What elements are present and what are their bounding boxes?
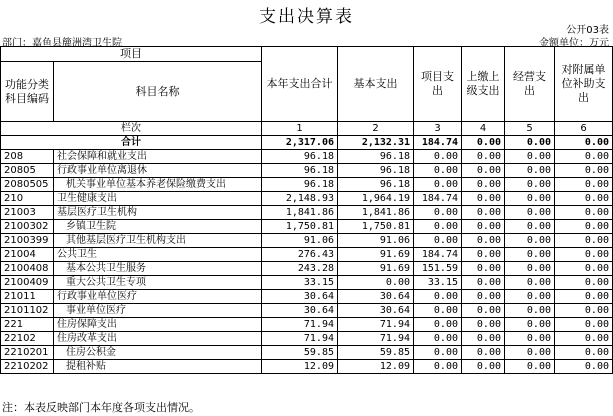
row-value: 91.06	[338, 234, 414, 248]
row-value: 0.00	[555, 220, 613, 234]
row-code: 2100409	[1, 276, 54, 290]
header-total: 本年支出合计	[262, 47, 338, 122]
row-value: 33.15	[414, 276, 462, 290]
row-value: 33.15	[262, 276, 338, 290]
row-value: 0.00	[462, 178, 505, 192]
total-value: 0.00	[555, 136, 613, 150]
table-row	[1, 192, 613, 206]
col-num: 5	[505, 122, 555, 136]
row-code: 20805	[1, 164, 54, 178]
table-row	[1, 346, 613, 360]
row-value: 0.00	[555, 276, 613, 290]
row-name: 提租补贴	[54, 360, 262, 374]
row-value: 0.00	[505, 276, 555, 290]
table-row	[1, 332, 613, 346]
row-value: 1,964.19	[338, 192, 414, 206]
header-business: 经营支出	[505, 47, 555, 122]
row-value: 0.00	[505, 318, 555, 332]
row-name: 住房改革支出	[54, 332, 262, 346]
row-value: 0.00	[555, 332, 613, 346]
row-value: 0.00	[505, 290, 555, 304]
row-value: 0.00	[414, 178, 462, 192]
row-value: 0.00	[462, 332, 505, 346]
row-value: 12.09	[262, 360, 338, 374]
row-value: 2,148.93	[262, 192, 338, 206]
row-code: 2101102	[1, 304, 54, 318]
total-row	[1, 136, 613, 150]
row-value: 0.00	[555, 150, 613, 164]
row-name: 行政事业单位离退休	[54, 164, 262, 178]
row-value: 12.09	[338, 360, 414, 374]
column-label: 栏次	[1, 122, 262, 136]
total-value: 2,132.31	[338, 136, 414, 150]
row-value: 0.00	[462, 206, 505, 220]
table-row	[1, 150, 613, 164]
row-code: 2100399	[1, 234, 54, 248]
col-num: 3	[414, 122, 462, 136]
header-basic: 基本支出	[338, 47, 414, 122]
row-value: 0.00	[505, 304, 555, 318]
row-code: 221	[1, 318, 54, 332]
row-value: 0.00	[505, 192, 555, 206]
row-value: 0.00	[414, 150, 462, 164]
row-name: 基层医疗卫生机构	[54, 206, 262, 220]
header-item: 项目	[1, 47, 262, 62]
row-value: 0.00	[555, 178, 613, 192]
table-row	[1, 220, 613, 234]
row-value: 96.18	[338, 150, 414, 164]
row-value: 0.00	[414, 304, 462, 318]
row-name: 住房保障支出	[54, 318, 262, 332]
row-code: 2210201	[1, 346, 54, 360]
col-num: 4	[462, 122, 505, 136]
table-row	[1, 234, 613, 248]
row-value: 0.00	[555, 262, 613, 276]
col-num: 1	[262, 122, 338, 136]
row-name: 机关事业单位基本养老保险缴费支出	[54, 178, 262, 192]
row-value: 0.00	[505, 248, 555, 262]
row-value: 0.00	[462, 360, 505, 374]
row-value: 96.18	[262, 150, 338, 164]
row-value: 184.74	[414, 192, 462, 206]
row-code: 22102	[1, 332, 54, 346]
table-row	[1, 262, 613, 276]
row-value: 0.00	[462, 262, 505, 276]
header-code: 功能分类科目编码	[1, 62, 54, 122]
row-value: 0.00	[414, 360, 462, 374]
header-name: 科目名称	[54, 62, 262, 122]
row-name: 乡镇卫生院	[54, 220, 262, 234]
row-value: 0.00	[505, 262, 555, 276]
row-value: 0.00	[462, 220, 505, 234]
row-name: 行政事业单位医疗	[54, 290, 262, 304]
row-code: 210	[1, 192, 54, 206]
row-code: 2080505	[1, 178, 54, 192]
row-code: 21011	[1, 290, 54, 304]
row-value: 0.00	[505, 164, 555, 178]
row-value: 0.00	[505, 360, 555, 374]
row-value: 0.00	[414, 318, 462, 332]
row-value: 0.00	[462, 234, 505, 248]
row-value: 1,841.86	[262, 206, 338, 220]
row-code: 2210202	[1, 360, 54, 374]
row-value: 0.00	[462, 276, 505, 290]
row-code: 2100408	[1, 262, 54, 276]
row-value: 96.18	[262, 178, 338, 192]
row-value: 0.00	[505, 178, 555, 192]
table-row	[1, 290, 613, 304]
row-code: 208	[1, 150, 54, 164]
row-value: 0.00	[555, 290, 613, 304]
row-value: 0.00	[505, 206, 555, 220]
row-value: 96.18	[262, 164, 338, 178]
page-title: 支出决算表	[259, 7, 354, 27]
department-label: 部门：嘉鱼县簰洲湾卫生院	[2, 38, 122, 49]
row-value: 0.00	[414, 220, 462, 234]
header-project: 项目支出	[414, 47, 462, 122]
row-name: 事业单位医疗	[54, 304, 262, 318]
row-name: 社会保障和就业支出	[54, 150, 262, 164]
row-value: 0.00	[462, 164, 505, 178]
row-value: 0.00	[505, 346, 555, 360]
row-value: 0.00	[555, 346, 613, 360]
table-row	[1, 304, 613, 318]
total-label: 合计	[1, 136, 262, 150]
row-value: 0.00	[462, 150, 505, 164]
row-value: 0.00	[414, 290, 462, 304]
row-name: 基本公共卫生服务	[54, 262, 262, 276]
table-row	[1, 248, 613, 262]
row-code: 21003	[1, 206, 54, 220]
unit-label: 金额单位：万元	[539, 38, 609, 49]
row-value: 71.94	[262, 318, 338, 332]
row-value: 0.00	[505, 234, 555, 248]
row-value: 91.06	[262, 234, 338, 248]
table-row	[1, 164, 613, 178]
row-value: 0.00	[414, 164, 462, 178]
row-name: 卫生健康支出	[54, 192, 262, 206]
row-value: 1,750.81	[338, 220, 414, 234]
row-name: 其他基层医疗卫生机构支出	[54, 234, 262, 248]
row-value: 96.18	[338, 164, 414, 178]
row-value: 184.74	[414, 248, 462, 262]
row-value: 0.00	[555, 360, 613, 374]
row-value: 71.94	[262, 332, 338, 346]
row-value: 0.00	[505, 150, 555, 164]
row-value: 0.00	[462, 318, 505, 332]
row-value: 0.00	[555, 164, 613, 178]
row-value: 0.00	[555, 318, 613, 332]
row-value: 91.69	[338, 262, 414, 276]
row-name: 住房公积金	[54, 346, 262, 360]
row-value: 0.00	[462, 290, 505, 304]
footnote: 注：本表反映部门本年度各项支出情况。	[2, 401, 200, 414]
row-value: 243.28	[262, 262, 338, 276]
row-value: 0.00	[414, 332, 462, 346]
row-value: 0.00	[462, 346, 505, 360]
col-num: 6	[555, 122, 613, 136]
form-code: 公开03表	[566, 25, 609, 36]
row-value: 91.69	[338, 248, 414, 262]
col-num: 2	[338, 122, 414, 136]
table-row	[1, 178, 613, 192]
row-value: 0.00	[555, 304, 613, 318]
row-value: 0.00	[414, 234, 462, 248]
row-value: 59.85	[338, 346, 414, 360]
total-value: 0.00	[505, 136, 555, 150]
total-value: 0.00	[462, 136, 505, 150]
row-value: 30.64	[338, 290, 414, 304]
row-code: 2100302	[1, 220, 54, 234]
row-value: 96.18	[338, 178, 414, 192]
row-value: 1,841.86	[338, 206, 414, 220]
header-subsidy: 对附属单位补助支出	[555, 47, 613, 122]
row-value: 0.00	[555, 192, 613, 206]
table-row	[1, 276, 613, 290]
row-value: 71.94	[338, 318, 414, 332]
row-value: 276.43	[262, 248, 338, 262]
table-row	[1, 206, 613, 220]
row-code: 21004	[1, 248, 54, 262]
table-row	[1, 360, 613, 374]
row-value: 59.85	[262, 346, 338, 360]
row-value: 0.00	[555, 234, 613, 248]
row-value: 0.00	[462, 192, 505, 206]
row-value: 0.00	[462, 304, 505, 318]
expenditure-table	[0, 46, 613, 374]
row-value: 151.59	[414, 262, 462, 276]
row-value: 0.00	[505, 332, 555, 346]
row-name: 公共卫生	[54, 248, 262, 262]
row-value: 0.00	[555, 248, 613, 262]
row-value: 30.64	[262, 304, 338, 318]
row-value: 0.00	[555, 206, 613, 220]
row-value: 30.64	[338, 304, 414, 318]
row-value: 1,750.81	[262, 220, 338, 234]
row-value: 0.00	[414, 346, 462, 360]
row-value: 0.00	[338, 276, 414, 290]
row-value: 0.00	[505, 220, 555, 234]
table-row	[1, 318, 613, 332]
row-name: 重大公共卫生专项	[54, 276, 262, 290]
total-value: 184.74	[414, 136, 462, 150]
row-value: 0.00	[462, 248, 505, 262]
header-upper: 上缴上级支出	[462, 47, 505, 122]
row-value: 0.00	[414, 206, 462, 220]
row-value: 71.94	[338, 332, 414, 346]
row-value: 30.64	[262, 290, 338, 304]
total-value: 2,317.06	[262, 136, 338, 150]
